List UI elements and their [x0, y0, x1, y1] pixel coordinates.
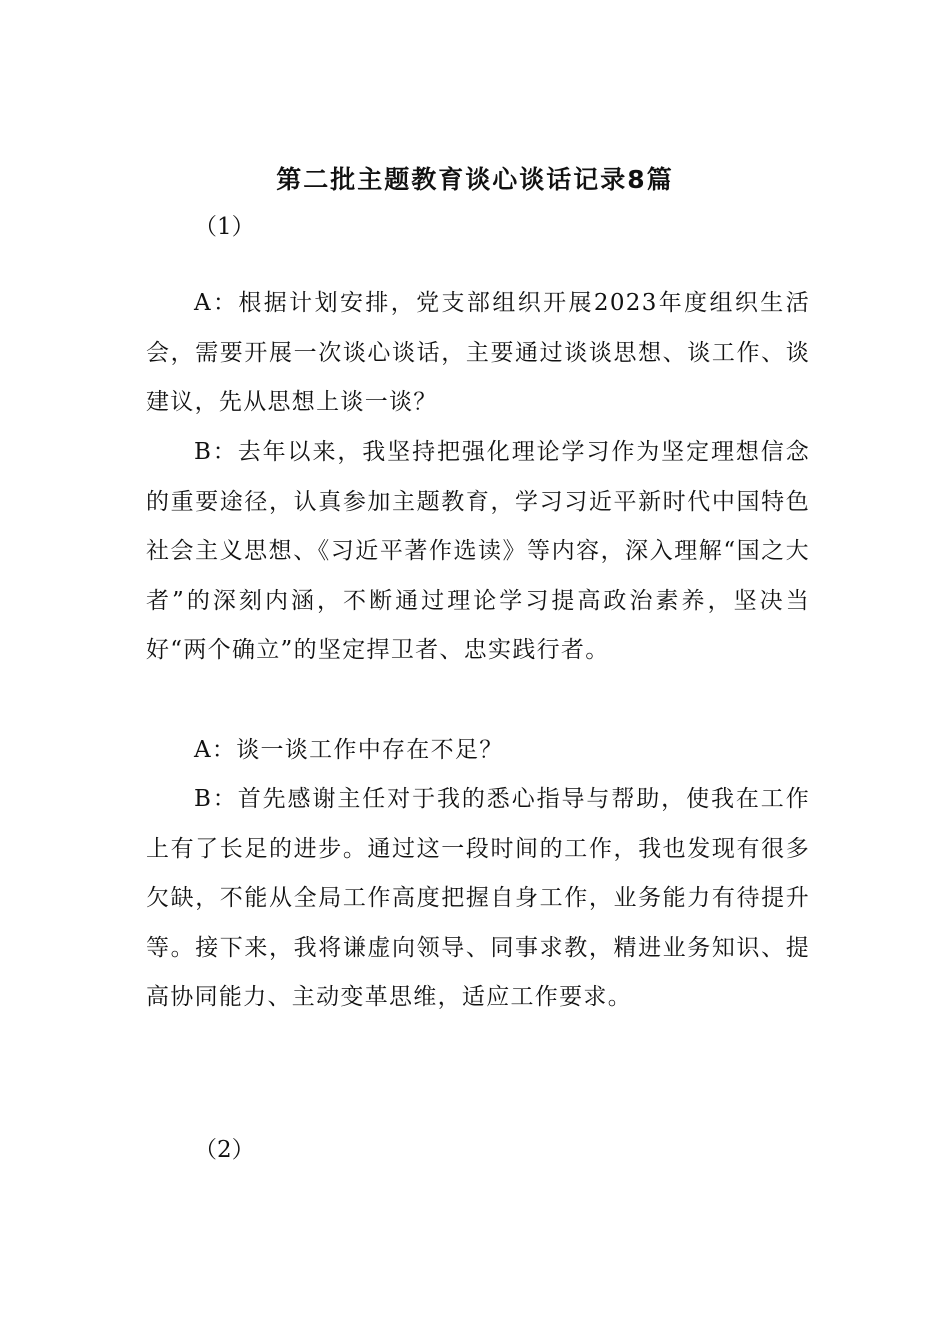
section-label-1: （1） [194, 214, 255, 240]
paragraph-a-question-1: A：根据计划安排，党支部组织开展2023年度组织生活会，需要开展一次谈心谈话，主要通过谈谈思想、谈工作、谈建议，先从思想上谈一谈？ [146, 290, 810, 416]
paragraph-b-answer-1: B：去年以来，我坚持把强化理论学习作为坚定理想信念的重要途径，认真参加主题教育，学习习近平新时代中国特色社会主义思想、《习近平著作选读》等内容，深入理解“国之大者”的深刻内涵，不断通过理论学习提高政治素养，坚决当好“两个确立”的坚定捍卫者、忠实践行者。 [146, 439, 810, 664]
document-title: 第二批主题教育谈心谈话记录8篇 [276, 165, 674, 194]
section-label-2: （2） [194, 1137, 255, 1163]
paragraph-a-question-2: A：谈一谈工作中存在不足？ [194, 737, 504, 763]
paragraph-b-answer-2: B：首先感谢主任对于我的悉心指导与帮助，使我在工作上有了长足的进步。通过这一段时间的工作，我也发现有很多欠缺，不能从全局工作高度把握自身工作，业务能力有待提升等。接下来，我将谦虚向领导、同事求教，精进业务知识、提高协同能力、主动变革思维，适应工作要求。 [146, 786, 810, 1011]
